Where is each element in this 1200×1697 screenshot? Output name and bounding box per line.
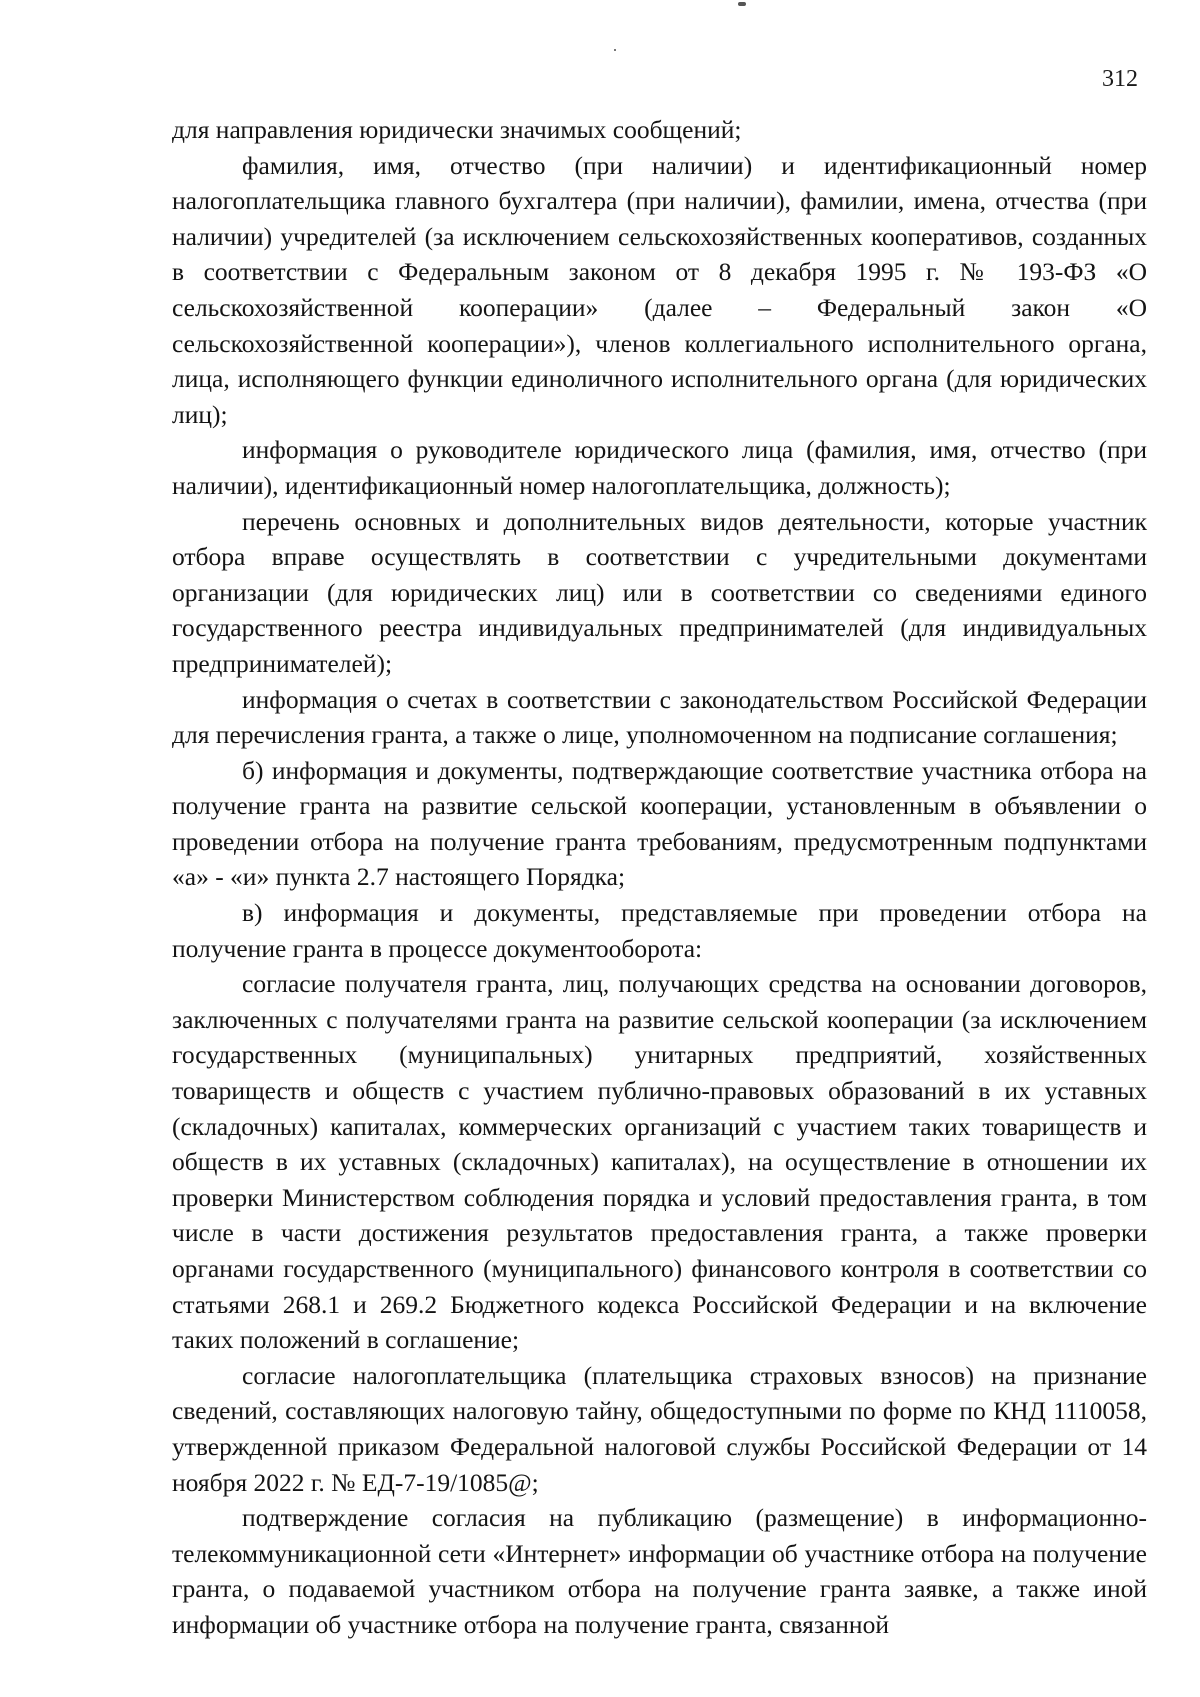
scan-mark — [738, 2, 746, 6]
page-number: 312 — [1102, 66, 1138, 92]
paragraph: согласие получателя гранта, лиц, получающих средства на основании договоров, заключенных с получателями гранта на развитие сельской кооперации (за исключением государственных (муниципальных) унитарных предприятий, хозяйственных товариществ и обществ с участием публично-правовых образований в их уставных (складочных) капиталах, коммерческих организаций с участием таких товариществ и обществ в их уставных (складочных) капиталах), на осуществление в отношении их проверки Министерством соблюдения порядка и условий предоставления гранта, в том числе в части достижения результатов предоставления гранта, а также проверки органами государственного (муниципального) финансового контроля в соответствии со статьями 268.1 и 269.2 Бюджетного кодекса Российской Федерации и на включение таких положений в соглашение; — [172, 969, 1147, 1355]
paragraph: подтверждение согласия на публикацию (размещение) в информационно-телекоммуникационной сети «Интернет» информации об участнике отбора на получение гранта, о подаваемой участником отбора на получение гранта заявке, а также иной информации об участнике отбора на получение гранта, связанной — [172, 1503, 1147, 1639]
scan-speck — [614, 49, 616, 51]
paragraph: информация о счетах в соответствии с законодательством Российской Федерации для перечисления гранта, а также о лице, уполномоченном на подписание соглашения; — [172, 684, 1147, 750]
document-body — [172, 112, 1147, 1643]
paragraph: фамилия, имя, отчество (при наличии) и идентификационный номер налогоплательщика главного бухгалтера (при наличии), фамилии, имена, отчества (при наличии) учредителей (за исключением сельскохозяйственных кооперативов, созданных в соответствии с Федеральным законом от 8 декабря 1995 г. № 193-ФЗ «О сельскохозяйственной кооперации» (далее – Федеральный закон «О сельскохозяйственной кооперации»), членов коллегиального исполнительного органа, лица, исполняющего функции единоличного исполнительного органа (для юридических лиц); — [172, 150, 1147, 429]
paragraph: в) информация и документы, представляемые при проведении отбора на получение гранта в процессе документооборота: — [172, 898, 1147, 963]
paragraph: согласие налогоплательщика (плательщика страховых взносов) на признание сведений, составляющих налоговую тайну, общедоступными по форме по КНД 1110058, утвержденной приказом Федеральной налоговой службы Российской Федерации от 14 ноября 2022 г. № ЕД-7-19/1085@; — [172, 1360, 1147, 1497]
paragraph: перечень основных и дополнительных видов деятельности, которые участник отбора вправе осуществлять в соответствии с учредительными документами организации (для юридических лиц) или в соответствии со сведениями единого государственного реестра индивидуальных предпринимателей (для индивидуальных предпринимателей); — [172, 506, 1147, 678]
paragraph: для направления юридически значимых сообщений; — [172, 115, 742, 144]
paragraph: б) информация и документы, подтверждающие соответствие участника отбора на получение гранта на развитие сельской кооперации, установленным в объявлении о проведении отбора на получение гранта требованиям, предусмотренным подпунктами «а» - «и» пункта 2.7 настоящего Порядка; — [172, 755, 1147, 892]
paragraph: информация о руководителе юридического лица (фамилия, имя, отчество (при наличии), идентификационный номер налогоплательщика, должность); — [172, 435, 1147, 500]
